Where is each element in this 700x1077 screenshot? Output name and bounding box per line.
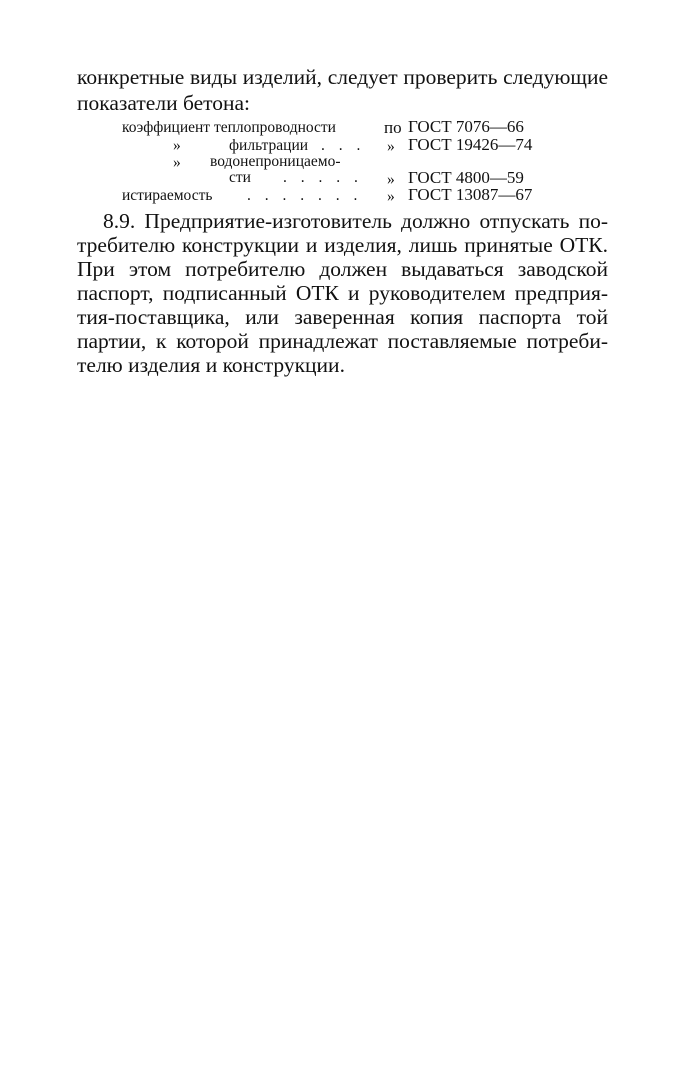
paragraph-line-5: тия-поставщика, или заверенная копия паспорта той bbox=[77, 305, 608, 329]
gost-reference: ГОСТ 7076—66 bbox=[408, 117, 524, 136]
indicator-name-part-2: сти bbox=[229, 169, 251, 186]
indicator-name-part-1: водонепроницаемо- bbox=[210, 153, 341, 170]
gost-reference: ГОСТ 19426—74 bbox=[408, 135, 533, 154]
indicator-name: истираемость bbox=[122, 187, 213, 204]
gost-reference: ГОСТ 13087—67 bbox=[408, 185, 533, 204]
ref-prefix: » bbox=[387, 138, 395, 155]
paragraph-line-2: требителю конструкции и изделия, лишь принятые ОТК. bbox=[77, 233, 608, 257]
leader-dots: . . . . . bbox=[283, 169, 363, 186]
gost-reference: ГОСТ 4800—59 bbox=[408, 168, 524, 187]
intro-line-2: показатели бетона: bbox=[77, 91, 251, 115]
ditto-mark: » bbox=[173, 137, 181, 154]
intro-line-1: конкретные виды изделий, следует проверить следующие bbox=[77, 65, 608, 89]
paragraph-line-7: телю изделия и конструкции. bbox=[77, 353, 345, 377]
indicator-name: коэффициент теплопроводности bbox=[122, 119, 336, 136]
paragraph-line-1 bbox=[103, 208, 608, 234]
ref-prefix: по bbox=[384, 118, 402, 137]
leader-dots: . . . bbox=[321, 137, 366, 154]
ditto-mark: » bbox=[173, 154, 181, 171]
leader-dots: . . . . . . . bbox=[247, 187, 363, 204]
paragraph-line-3: При этом потребителю должен выдаваться заводской bbox=[77, 257, 608, 281]
ref-prefix: » bbox=[387, 188, 395, 205]
ref-prefix: » bbox=[387, 171, 395, 188]
paragraph-line-1-text: Предприятие-изготовитель должно отпускать по- bbox=[144, 209, 609, 233]
indicator-name: фильтрации bbox=[229, 137, 309, 154]
paragraph-number: 8.9. bbox=[103, 209, 136, 233]
paragraph-line-4: паспорт, подписанный ОТК и руководителем предприя- bbox=[77, 281, 608, 305]
paragraph-line-6: партии, к которой принадлежат поставляемые потреби- bbox=[77, 329, 608, 353]
